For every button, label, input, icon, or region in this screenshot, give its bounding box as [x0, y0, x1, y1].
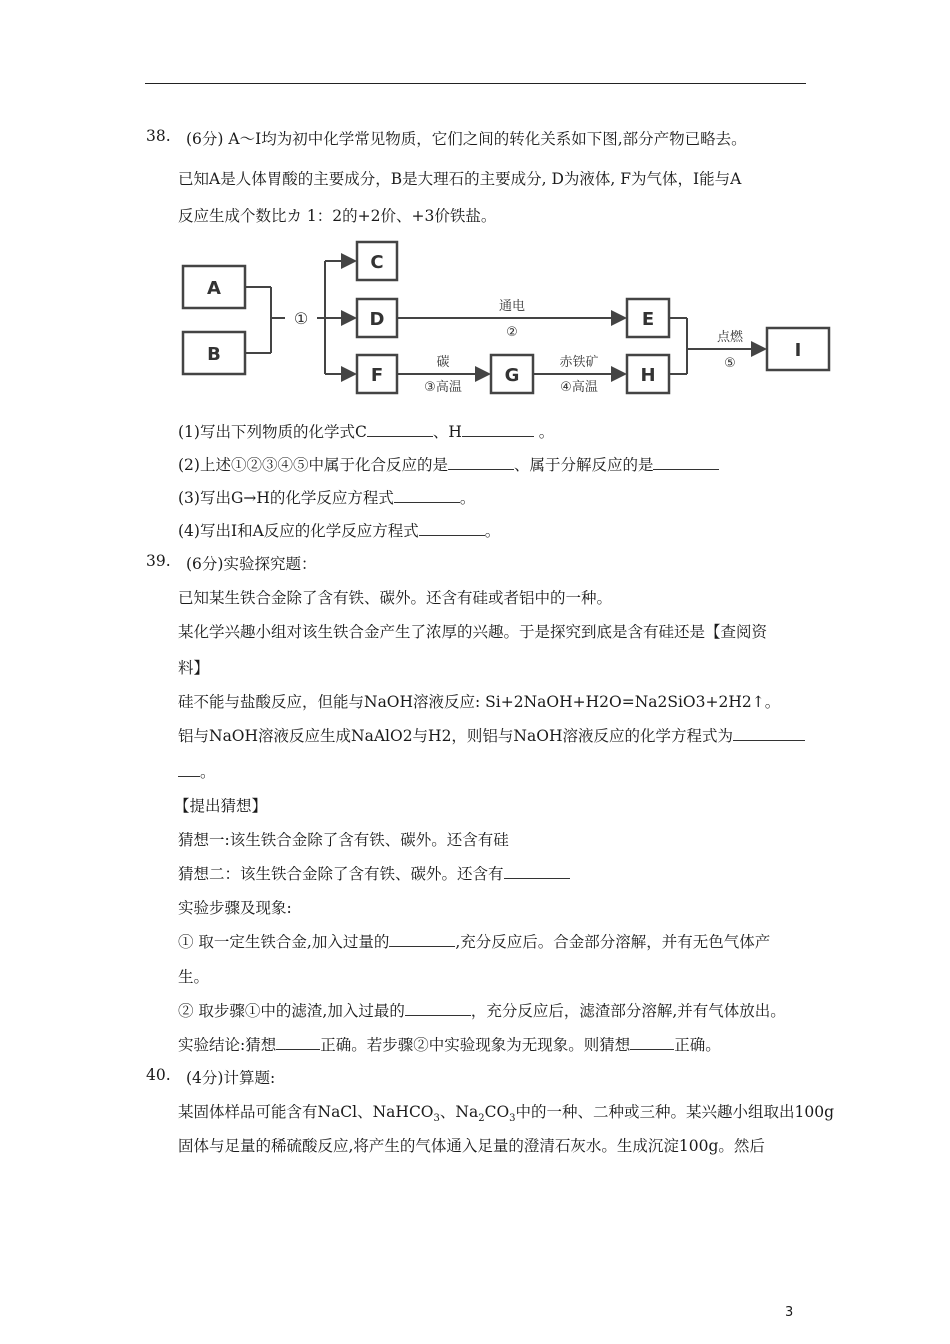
- to-i-step: ⑤: [724, 356, 736, 371]
- answer-blank-al-equation-cont[interactable]: [178, 762, 200, 777]
- f-g-reagent: 碳: [436, 355, 450, 370]
- q39-si-reaction: 硅不能与盐酸反应，但能与NaOH溶液反应: Si+2NaOH+H2O=Na2SiO3+2H2↑。: [178, 693, 781, 711]
- node-c: C: [370, 252, 384, 273]
- d-e-step: ②: [506, 325, 518, 340]
- answer-blank-c[interactable]: [367, 422, 433, 437]
- q40-p2: 固体与足量的稀硫酸反应,将产生的气体通入足量的澄清石灰水。生成沉淀100g。然后: [178, 1137, 765, 1155]
- q39-number: 39.: [146, 552, 171, 570]
- q38-known-cont: 反应生成个数比カ 1：2的+2价、+3价铁盐。: [178, 207, 497, 225]
- answer-blank-step2-reagent[interactable]: [405, 1001, 471, 1016]
- answer-blank-g-h-equation[interactable]: [394, 488, 460, 503]
- q39-hypothesis-1: 猜想一:该生铁合金除了含有铁、碳外。还含有硅: [178, 831, 509, 849]
- q38-sub1: (1)写出下列物质的化学式C 、H 。: [178, 423, 555, 441]
- q40-title: (4分)计算题:: [186, 1069, 276, 1087]
- q39-p1: 已知某生铁合金除了含有铁、碳外。还含有硅或者铝中的一种。: [178, 589, 613, 607]
- q38-number: 38.: [146, 127, 171, 145]
- q39-p3: 料】: [178, 659, 210, 677]
- node-i: I: [794, 340, 802, 361]
- q39-steps-heading: 实验步骤及现象:: [178, 899, 292, 917]
- node-a: A: [207, 278, 221, 299]
- answer-blank-conclusion-1[interactable]: [276, 1035, 320, 1050]
- q40-p1: 某固体样品可能含有NaCl、NaHCO$_3$、$Na_2CO_3$中的一种、二种或三种。某兴趣小组取出100g: [178, 1103, 835, 1125]
- to-i-condition: 点燃: [716, 330, 744, 345]
- q39-step-2: ② 取步骤①中的滤渣,加入过最的 ，充分反应后，滤渣部分溶解,并有气体放出。: [178, 1002, 786, 1020]
- step1-label: ①: [293, 309, 309, 328]
- node-b: B: [207, 344, 221, 365]
- q40-number: 40.: [146, 1066, 171, 1084]
- q39-hypothesis-heading: 【提出猜想】: [174, 797, 268, 815]
- q39-al-question-cont: 。: [178, 760, 216, 782]
- q38-sub4: (4)写出I和A反应的化学反应方程式 。: [178, 522, 501, 540]
- q39-conclusion: 实验结论:猜想 正确。若步骤②中实验现象为无现象。则猜想 正确。: [178, 1036, 721, 1054]
- q39-al-question: 铝与NaOH溶液反应生成NaAlO2与H2，则铝与NaOH溶液反应的化学方程式为: [178, 724, 805, 746]
- q39-hypothesis-2: 猜想二：该生铁合金除了含有铁、碳外。还含有: [178, 862, 570, 884]
- node-f: F: [370, 365, 384, 386]
- q39-step-1-cont: 生。: [178, 968, 210, 986]
- f-g-condition: ③高温: [424, 380, 462, 395]
- answer-blank-step1-reagent[interactable]: [389, 932, 455, 947]
- g-h-reagent: 赤铁矿: [559, 355, 599, 370]
- node-e: E: [641, 309, 655, 330]
- page-number: 3: [785, 1305, 794, 1320]
- answer-blank-i-a-equation[interactable]: [419, 521, 485, 536]
- q38-sub3: (3)写出G→H的化学反应方程式 。: [178, 489, 476, 507]
- q39-title: (6分)实验探究题：: [186, 555, 317, 573]
- d-e-condition: 通电: [498, 299, 526, 314]
- q38-sub2: (2)上述①②③④⑤中属于化合反应的是 、属于分解反应的是: [178, 453, 719, 475]
- node-g: G: [504, 365, 520, 386]
- g-h-condition: ④高温: [560, 380, 598, 395]
- answer-blank-conclusion-2[interactable]: [630, 1035, 674, 1050]
- header-rule: [145, 83, 806, 84]
- q38-known: 已知A是人体胃酸的主要成分，B是大理石的主要成分, D为液体, F为气体，I能与A: [178, 170, 742, 188]
- answer-blank-h[interactable]: [462, 422, 534, 437]
- answer-blank-decomposition[interactable]: [653, 455, 719, 470]
- q39-step-1: ① 取一定生铁合金,加入过量的 ,充分反应后。合金部分溶解，并有无色气体产: [178, 933, 771, 951]
- q38-intro: (6分) A～I均为初中化学常见物质，它们之间的转化关系如下图,部分产物已略去。: [186, 130, 747, 148]
- q39-p2: 某化学兴趣小组对该生铁合金产生了浓厚的兴趣。于是探究到底是含有硅还是【查阅资: [178, 623, 768, 641]
- answer-blank-al-equation[interactable]: [733, 726, 805, 741]
- node-h: H: [640, 365, 656, 386]
- answer-blank-combination[interactable]: [448, 455, 514, 470]
- node-d: D: [369, 309, 385, 330]
- answer-blank-hypothesis-2[interactable]: [504, 864, 570, 879]
- conversion-diagram: [175, 240, 845, 400]
